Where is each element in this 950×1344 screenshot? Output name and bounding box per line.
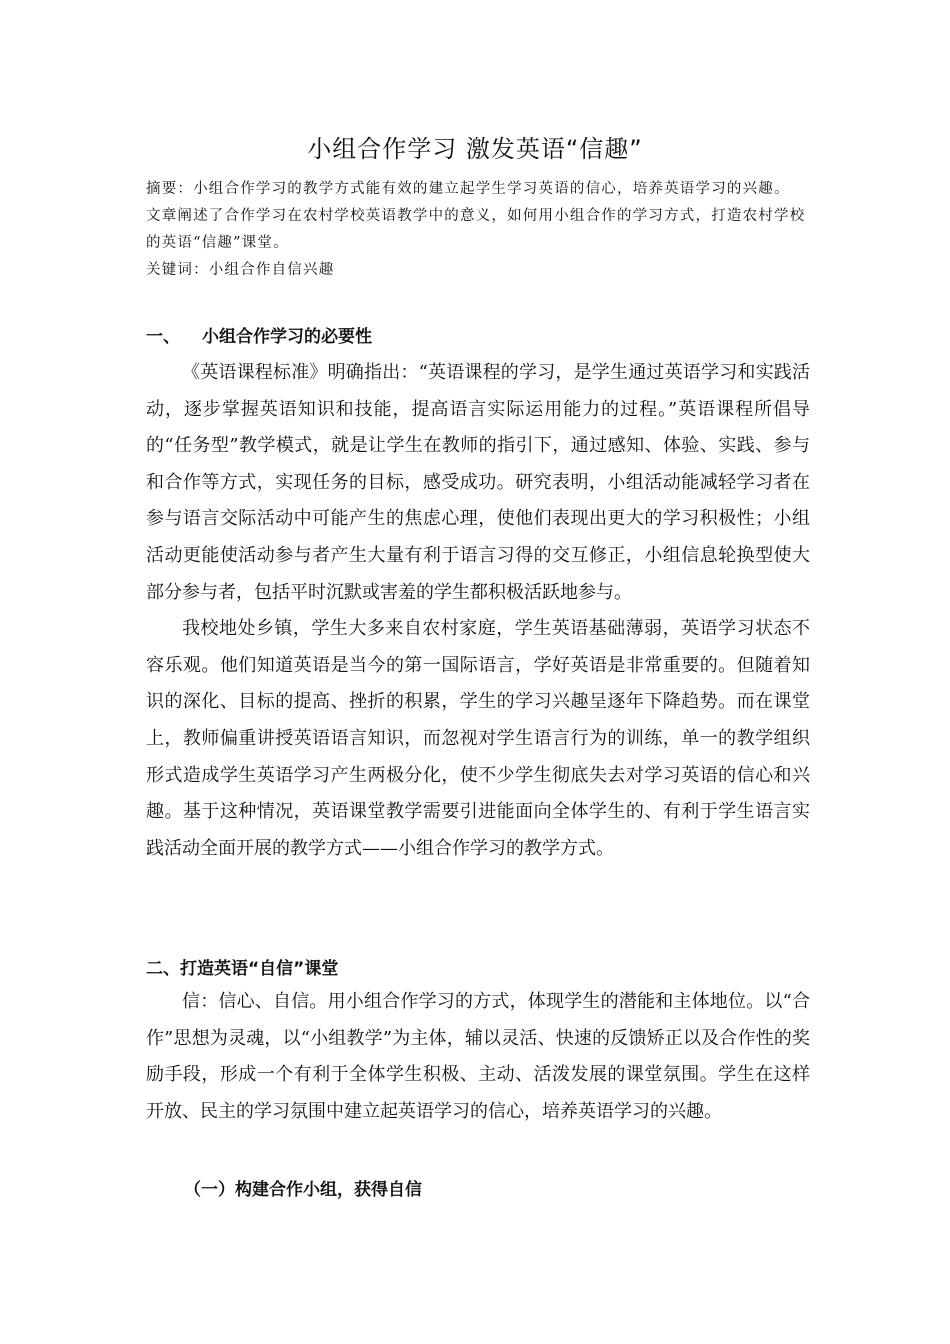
section-1-heading: [146, 322, 810, 352]
abstract-block: [146, 176, 810, 284]
section-1-title: 小组合作学习的必要性: [202, 327, 372, 347]
section-1-paragraph-1: 《英语课程标准》明确指出：“英语课程的学习，是学生通过英语学习和实践活动，逐步掌握英语知识和技能，提高语言实际运用能力的过程。”英语课程所倡导的“任务型”教学模式，就是让学生在教师的指引下，通过感知、体验、实践、参与和合作等方式，实现任务的目标，感受成功。研究表明，小组活动能减轻学习者在参与语言交际活动中可能产生的焦虑心理，使他们表现出更大的学习积极性；小组活动更能使活动参与者产生大量有利于语言习得的交互修正，小组信息轮换型使大部分参与者，包括平时沉默或害羞的学生都积极活跃地参与。: [146, 362, 810, 603]
section-1-paragraph-2: 我校地处乡镇，学生大多来自农村家庭，学生英语基础薄弱，英语学习状态不容乐观。他们知道英语是当今的第一国际语言，学好英语是非常重要的。但随着知识的深化、目标的提高、挫折的积累，学生的学习兴趣呈逐年下降趋势。而在课堂上，教师偏重讲授英语语言知识，而忽视对学生语言行为的训练，单一的教学组织形式造成学生英语学习产生两极分化，使不少学生彻底失去对学习英语的信心和兴趣。基于这种情况，英语课堂教学需要引进能面向全体学生的、有利于学生语言实践活动全面开展的教学方式——小组合作学习的教学方式。: [146, 618, 810, 859]
abstract-description: 文章阐述了合作学习在农村学校英语教学中的意义，如何用小组合作的学习方式，打造农村学校的英语“信趣”课堂。: [146, 208, 806, 251]
document-title: 小组合作学习 激发英语“信趣”: [307, 135, 643, 163]
abstract-keywords: 关键词：小组合作自信兴趣: [146, 262, 335, 278]
section-2-paragraph-1: 信：信心、自信。用小组合作学习的方式，体现学生的潜能和主体地位。以“合作”思想为灵魂，以“小组教学”为主体，辅以灵活、快速的反馈矫正以及合作性的奖励手段，形成一个有利于全体学生积极、主动、活泼发展的课堂氛围。学生在这样开放、民主的学习氛围中建立起英语学习的信心，培养英语学习的兴趣。: [146, 991, 810, 1122]
section-2-heading: 二、打造英语“自信”课堂: [146, 959, 339, 979]
section-1-number: 一、: [146, 327, 180, 347]
abstract-summary: 摘要：小组合作学习的教学方式能有效的建立起学生学习英语的信心，培养英语学习的兴趣。: [146, 181, 790, 197]
section-2-body: [146, 984, 810, 1130]
section-1-body: [146, 355, 810, 867]
subsection-2-1-heading: （一）构建合作小组，获得自信: [184, 1180, 422, 1200]
